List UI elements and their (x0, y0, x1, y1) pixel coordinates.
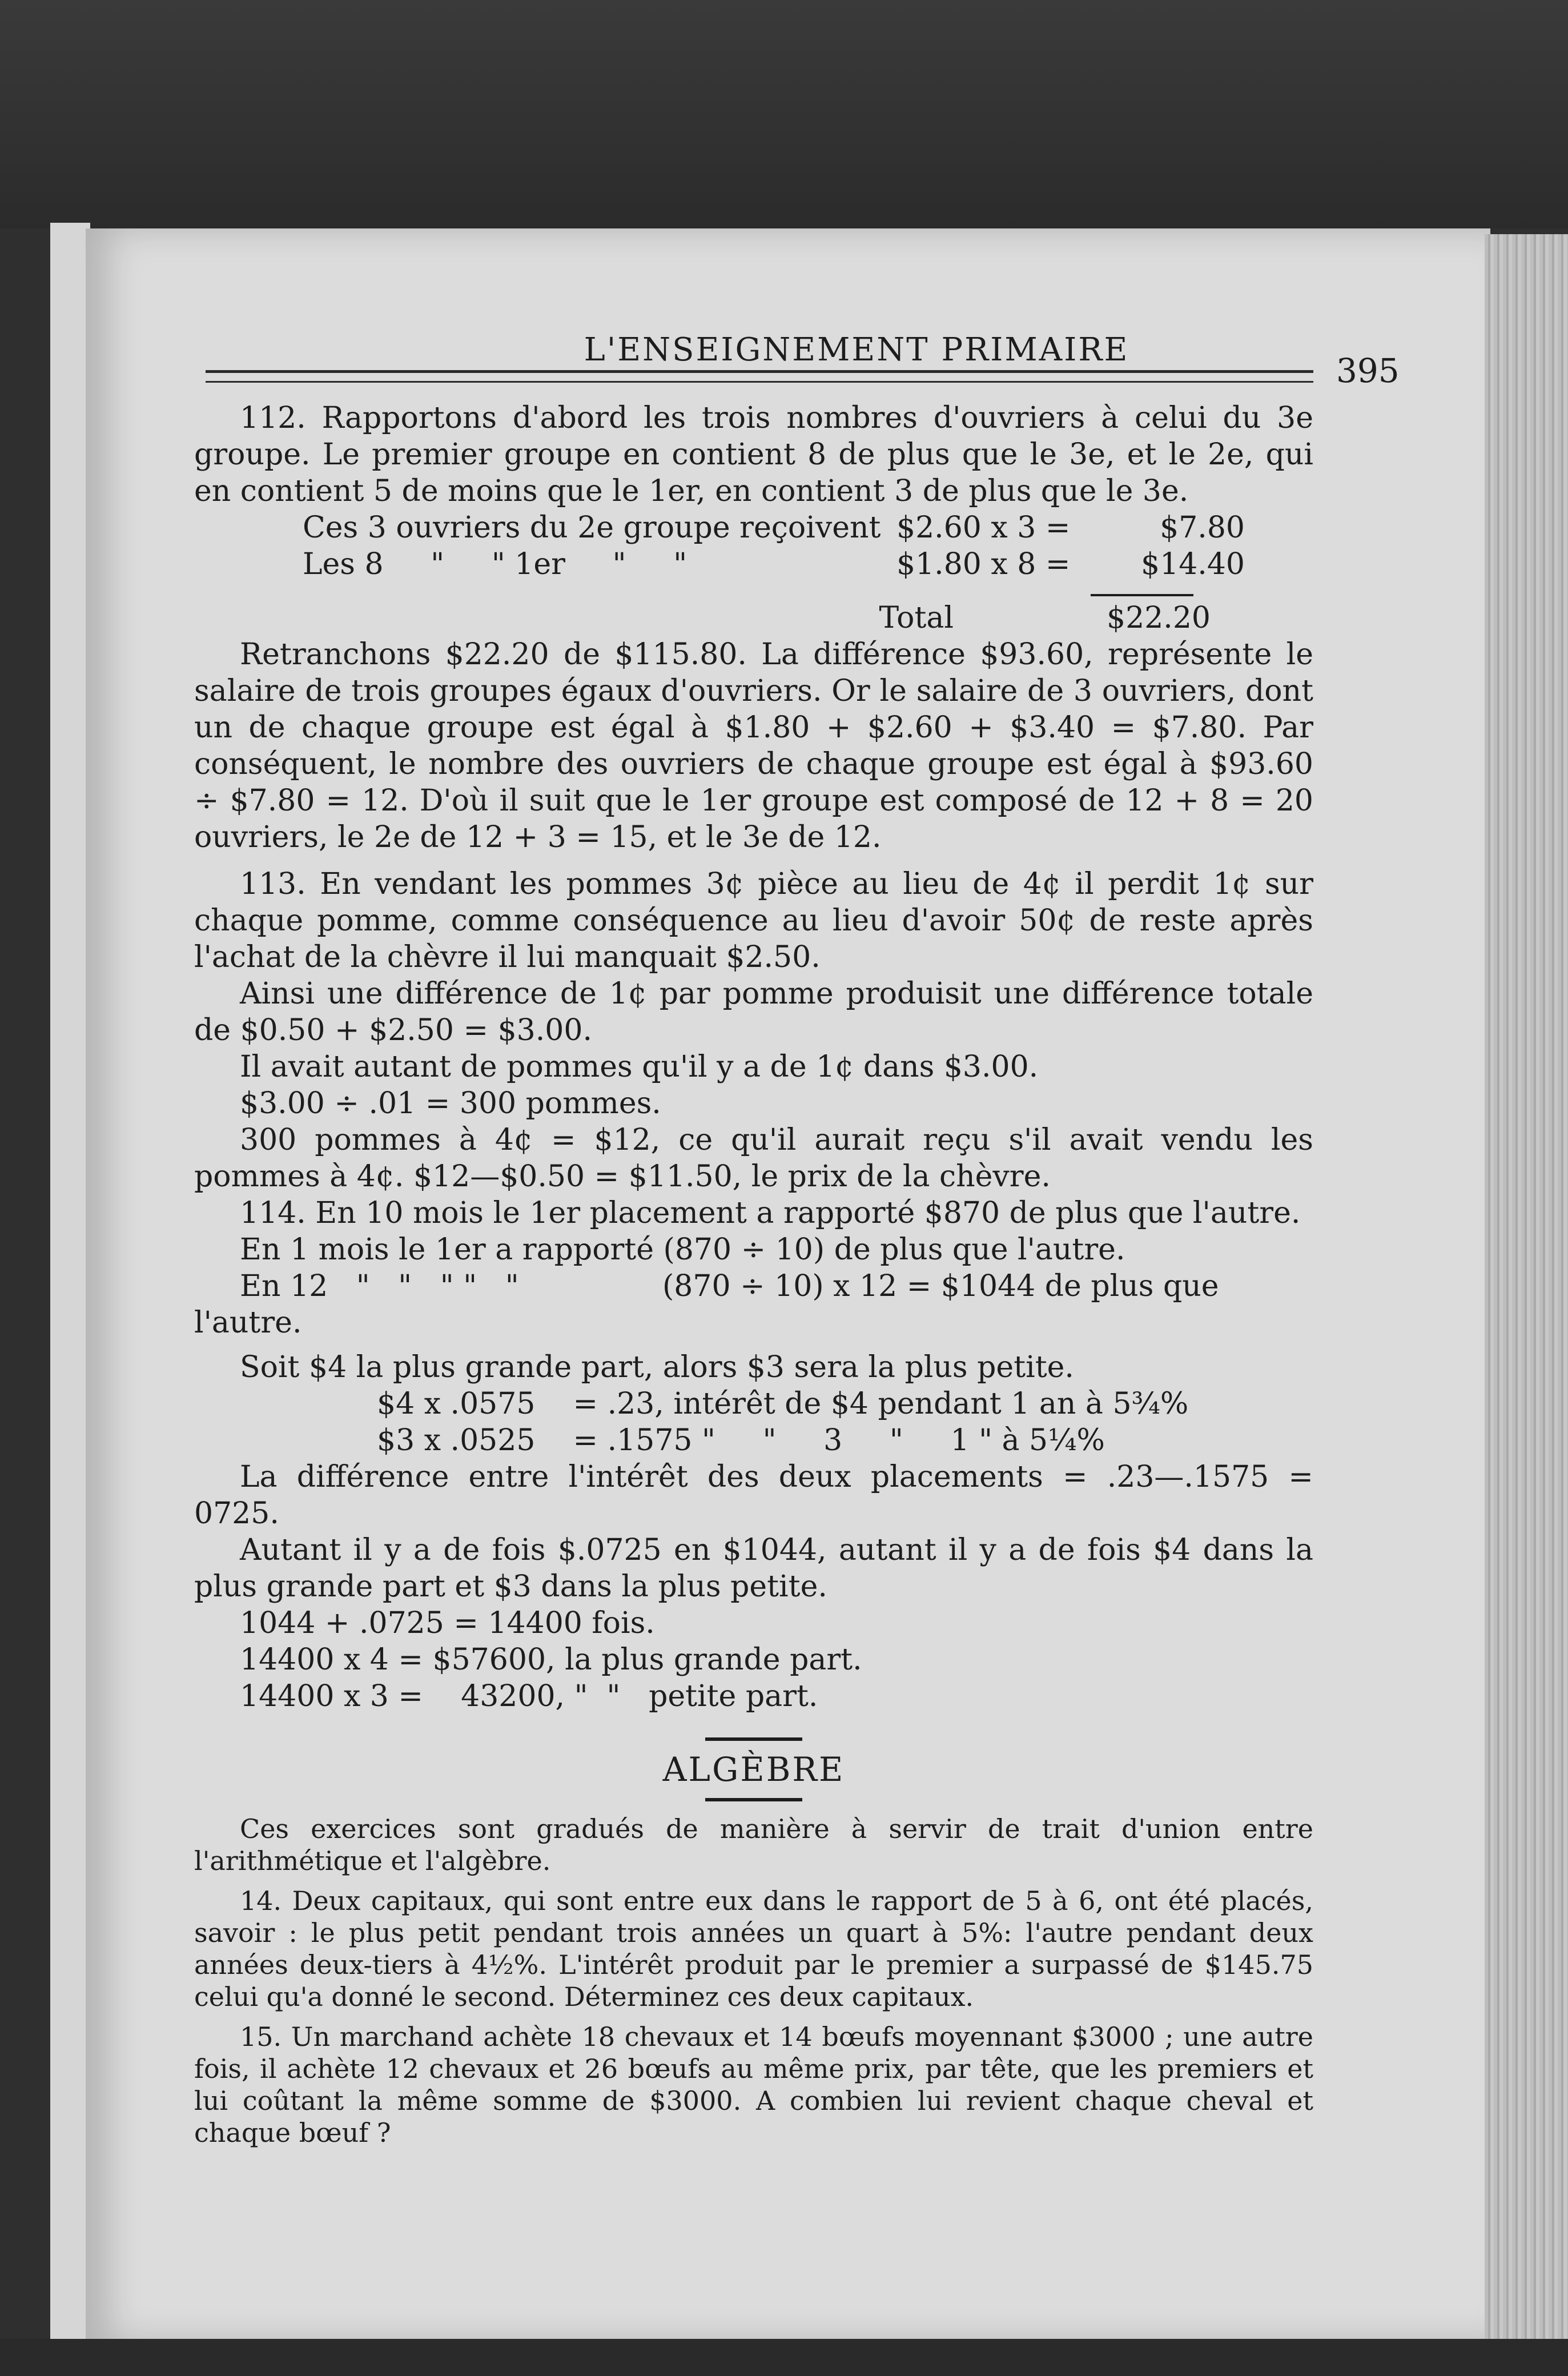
paragraph-112-solution: Retranchons $22.20 de $115.80. La différence $93.60, représente le salaire de trois groupes égaux d'ouvriers. Or le salaire de 3 ouvriers, dont un de chaque groupe est égal à $1.80 + $2.60 + $3.40 = $7.80. Par conséquent, le nombre des ouvriers de chaque groupe est égal à $93.60 ÷ $7.80 = 12. D'où il suit que le 1er groupe est composé de 12 + 8 = 20 ouvriers, le 2e de 12 + 3 = 15, et le 3e de 12. (194, 637, 1313, 854)
paragraph-113-intro: 113. En vendant les pommes 3¢ pièce au lieu de 4¢ il perdit 1¢ sur chaque pomme, comme conséquence au lieu d'avoir 50¢ de reste après l'achat de la chèvre il lui manquait $2.50. (194, 867, 1313, 974)
calc-row-2e-groupe: Ces 3 ouvriers du 2e groupe reçoivent $2.60 x 3 = $7.80 (303, 511, 1245, 545)
book-page (86, 228, 1490, 2342)
page-left-edge (50, 223, 90, 2347)
paragraph-112-intro: 112. Rapportons d'abord les trois nombres d'ouvriers à celui du 3e groupe. Le premier groupe en contient 8 de plus que le 3e, et le 2e, qui en contient 5 de moins que le 1er, en contient 3 de plus que le 3e. (194, 401, 1313, 508)
section-rule-bottom (705, 1798, 802, 1801)
algebre-exercises (194, 1813, 1313, 2149)
paragraph-114-h: Autant il y a de fois $.0725 en $1044, autant il y a de fois $4 dans la plus grande part et $3 dans la plus petite. (194, 1533, 1313, 1604)
scan-background-bottom (0, 2339, 1568, 2376)
calc-row-114-j: 14400 x 4 = $57600, la plus grande part. (240, 1643, 862, 1677)
calc-row-1er-groupe: Les 8 " " 1er " " $1.80 x 8 = $14.40 (303, 547, 1245, 581)
calc-row-114-k: 14400 x 3 = 43200, " " petite part. (240, 1679, 818, 1713)
section-rule-top (705, 1737, 802, 1741)
paragraph-114-d: Soit $4 la plus grande part, alors $3 sera la plus petite. (240, 1350, 1074, 1384)
paragraph-114-g: La différence entre l'intérêt des deux placements = .23—.1575 = 0725. (194, 1460, 1313, 1531)
sum-rule (1091, 594, 1193, 596)
paragraph-114-c-end: l'autre. (194, 1306, 302, 1340)
scan-background-top (0, 0, 1568, 228)
page-number: 395 (1336, 351, 1400, 390)
calc-row-114-e: $4 x .0575 = .23, intérêt de $4 pendant 1 an à 5¾% (377, 1387, 1189, 1421)
paragraph-113-d: $3.00 ÷ .01 = 300 pommes. (240, 1086, 661, 1121)
page-stack-edges (1485, 234, 1568, 2347)
calc-row-total: Total $22.20 (879, 601, 1211, 635)
calc-row-114-f: $3 x .0525 = .1575 " " 3 " 1 " à 5¼% (377, 1423, 1105, 1458)
paragraph-113-b: Ainsi une différence de 1¢ par pomme produisit une différence totale de $0.50 + $2.50 = $3.00. (194, 977, 1313, 1047)
exercise-14: 14. Deux capitaux, qui sont entre eux dans le rapport de 5 à 6, ont été placés, savoir : le plus petit pendant trois années un quart à 5%: l'autre pendant deux années deux-tiers à 4½%. L'intérêt produit par le premier a surpassé de $145.75 celui qu'a donné le second. Déterminez ces deux capitaux. (194, 1885, 1313, 2012)
running-header: L'ENSEIGNEMENT PRIMAIRE (584, 331, 1129, 368)
exercise-15: 15. Un marchand achète 18 chevaux et 14 bœufs moyennant $3000 ; une autre fois, il achète 12 chevaux et 26 bœufs au même prix, par tête, que les premiers et lui coûtant la même somme de $3000. A combien lui revient chaque cheval et chaque bœuf ? (194, 2021, 1313, 2148)
paragraph-113-c: Il avait autant de pommes qu'il y a de 1¢ dans $3.00. (240, 1050, 1039, 1084)
calc-row-114-i: 1044 + .0725 = 14400 fois. (240, 1606, 655, 1640)
header-rule (206, 370, 1313, 383)
page-body (194, 400, 1313, 2149)
paragraph-114-b: En 1 mois le 1er a rapporté (870 ÷ 10) de plus que l'autre. (240, 1233, 1125, 1267)
calc-row-114-c: En 12 " " " " " (870 ÷ 10) x 12 = $1044 de plus que (240, 1269, 1219, 1303)
paragraph-113-e: 300 pommes à 4¢ = $12, ce qu'il aurait reçu s'il avait vendu les pommes à 4¢. $12—$0.50 = $11.50, le prix de la chèvre. (194, 1123, 1313, 1194)
section-title-algebre: ALGÈBRE (662, 1750, 845, 1789)
algebre-intro: Ces exercices sont gradués de manière à servir de trait d'union entre l'arithmétique et l'algèbre. (194, 1813, 1313, 1876)
paragraph-114-a: 114. En 10 mois le 1er placement a rapporté $870 de plus que l'autre. (240, 1196, 1301, 1230)
